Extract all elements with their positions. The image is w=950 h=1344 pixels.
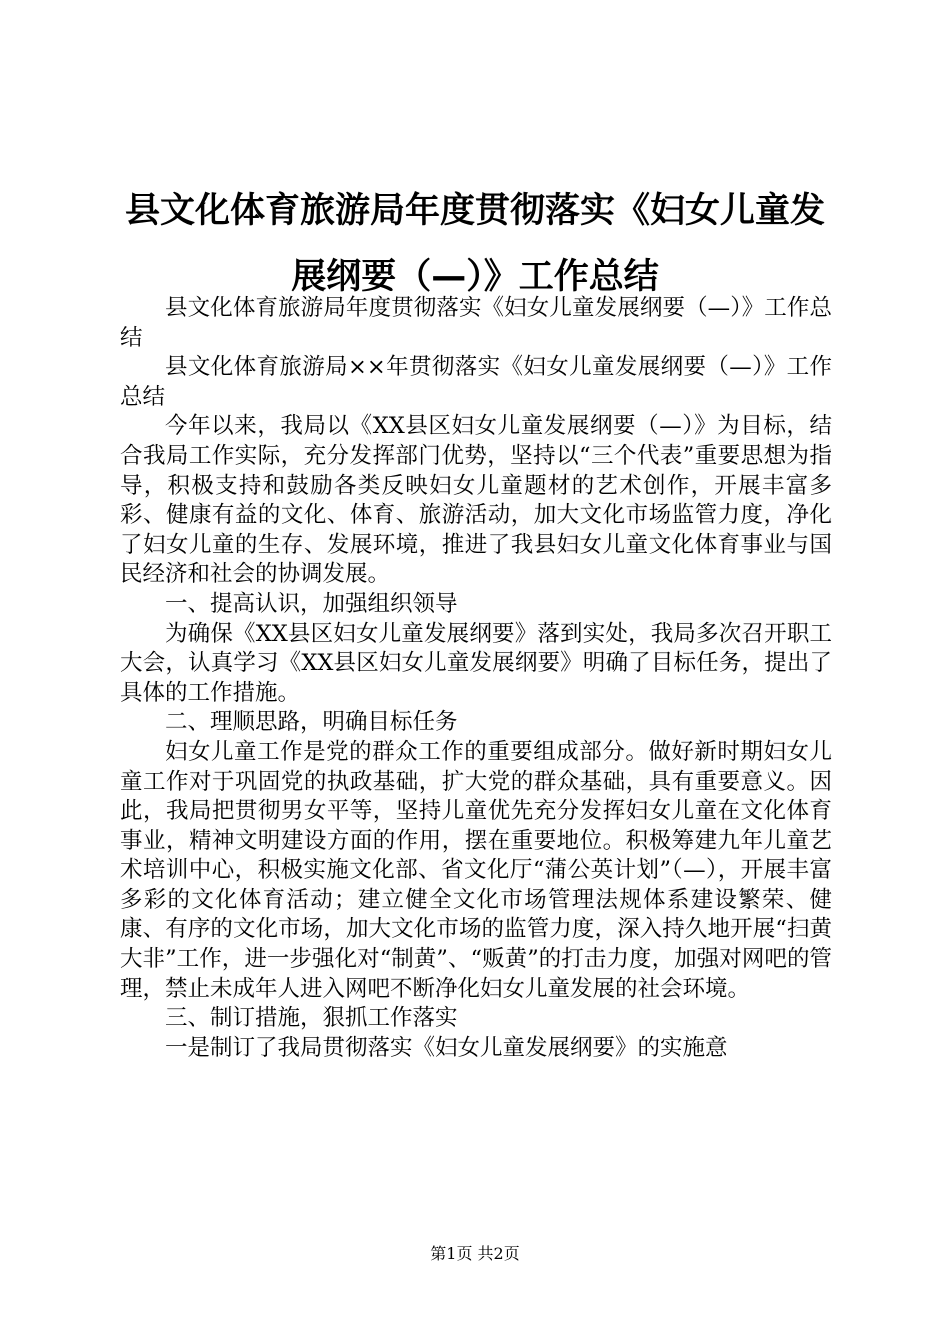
section-heading-2: 二、理顺思路，明确目标任务: [165, 709, 458, 736]
document-body: [120, 294, 832, 1063]
page-number-footer: 第1页 共2页: [430, 1244, 520, 1263]
section-heading-1: 一、提高认识，加强组织领导: [165, 590, 458, 617]
paragraph-heading-repeat: 县文化体育旅游局年度贯彻落实《妇女儿童发展纲要（—）》工作总结: [120, 295, 832, 351]
paragraph-section-3: 一是制订了我局贯彻落实《妇女儿童发展纲要》的实施意: [165, 1034, 728, 1061]
paragraph-section-2: 妇女儿童工作是党的群众工作的重要组成部分。做好新时期妇女儿童工作对于巩固党的执政基础，扩大党的群众基础，具有重要意义。因此，我局把贯彻男女平等，坚持儿童优先充分发挥妇女儿童在文化体育事业，精神文明建设方面的作用，摆在重要地位。积极筹建九年儿童艺术培训中心，积极实施文化部、省文化厅“蒲公英计划”（—），开展丰富多彩的文化体育活动；建立健全文化市场管理法规体系建设繁荣、健康、有序的文化市场，加大文化市场的监管力度，深入持久地开展“扫黄大非”工作，进一步强化对“制黄”、“贩黄”的打击力度，加强对网吧的管理，禁止未成年人进入网吧不断净化妇女儿童发展的社会环境。: [120, 738, 832, 1002]
paragraph-subtitle: 县文化体育旅游局××年贯彻落实《妇女儿童发展纲要（—）》工作总结: [120, 354, 832, 410]
document-title: 县文化体育旅游局年度贯彻落实《妇女儿童发展纲要（—）》工作总结: [124, 191, 825, 297]
paragraph-intro: 今年以来，我局以《XX县区妇女儿童发展纲要（—）》为目标，结合我局工作实际，充分发挥部门优势，坚持以“三个代表”重要思想为指导，积极支持和鼓励各类反映妇女儿童题材的艺术创作，开展丰富多彩、健康有益的文化、体育、旅游活动，加大文化市场监管力度，净化了妇女儿童的生存、发展环境，推进了我县妇女儿童文化体育事业与国民经济和社会的协调发展。: [120, 413, 832, 588]
section-heading-3: 三、制订措施，狠抓工作落实: [165, 1005, 458, 1032]
paragraph-section-1: 为确保《XX县区妇女儿童发展纲要》落到实处，我局多次召开职工大会，认真学习《XX县区妇女儿童发展纲要》明确了目标任务，提出了具体的工作措施。: [120, 620, 832, 706]
